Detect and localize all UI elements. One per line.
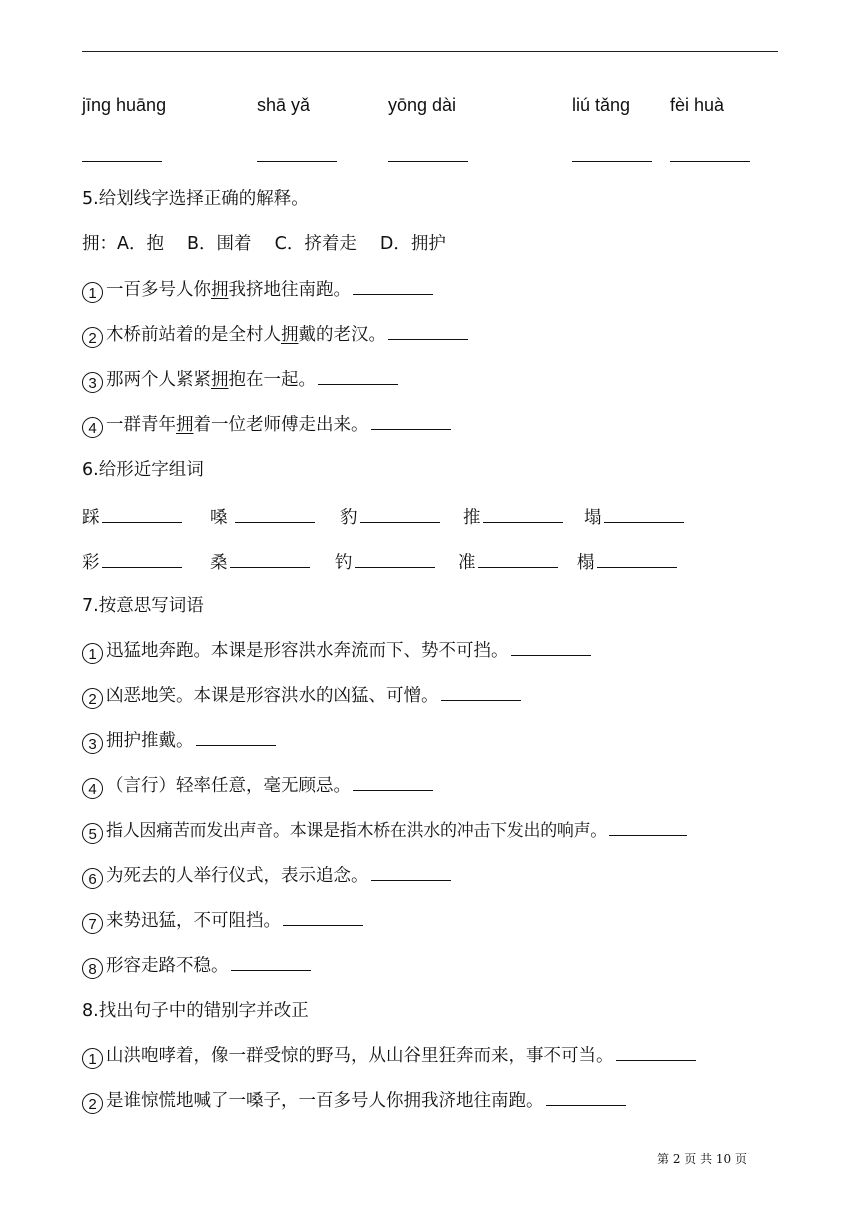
circled-number: 1 — [82, 643, 103, 664]
q7-item: 6 为死去的人举行仪式，表示追念。 — [82, 864, 451, 889]
circled-number: 1 — [82, 282, 103, 303]
circled-number: 4 — [82, 417, 103, 438]
pinyin-3: yōng dài — [388, 95, 457, 115]
q6-word: 嗓 — [210, 504, 315, 529]
pinyin-1: jīng huāng — [82, 95, 167, 115]
circled-number: 1 — [82, 1048, 103, 1069]
answer-blank[interactable] — [360, 506, 440, 523]
page-footer: 第 2 页 共 10 页 — [657, 1152, 747, 1166]
q7-item: 1 迅猛地奔跑。本课是形容洪水奔流而下、势不可挡。 — [82, 639, 591, 664]
q5-options: 拥：A．抱 B．围着 C．挤着走 D．拥护 — [82, 234, 446, 254]
q7-title: 7.按意思写词语 — [82, 596, 204, 616]
q7-item: 5 指人因痛苦而发出声音。本课是指木桥在洪水的冲击下发出的响声。 — [82, 819, 687, 844]
answer-blank[interactable] — [616, 1044, 696, 1061]
answer-blank[interactable] — [102, 506, 182, 523]
answer-blank[interactable] — [353, 278, 433, 295]
circled-number: 7 — [82, 913, 103, 934]
answer-blank[interactable] — [283, 909, 363, 926]
answer-blank[interactable] — [371, 413, 451, 430]
answer-blank[interactable] — [355, 551, 435, 568]
answer-blank[interactable] — [371, 864, 451, 881]
answer-blank[interactable] — [546, 1089, 626, 1106]
answer-blank[interactable] — [318, 368, 398, 385]
pinyin-2: shā yǎ — [257, 95, 311, 115]
q6-title: 6.给形近字组词 — [82, 460, 204, 480]
answer-blank[interactable] — [670, 161, 750, 162]
answer-blank[interactable] — [231, 954, 311, 971]
q5-item: 2 木桥前站着的是全村人拥戴的老汉。 — [82, 323, 468, 348]
answer-blank[interactable] — [353, 774, 433, 791]
q5-item: 1 一百多号人你拥我挤地往南跑。 — [82, 278, 433, 303]
answer-blank[interactable] — [102, 551, 182, 568]
answer-blank[interactable] — [604, 506, 684, 523]
answer-blank[interactable] — [388, 323, 468, 340]
answer-blank[interactable] — [609, 819, 687, 836]
answer-blank[interactable] — [388, 161, 468, 162]
q7-item: 3 拥护推戴。 — [82, 729, 276, 754]
circled-number: 6 — [82, 868, 103, 889]
q5-title: 5.给划线字选择正确的解释。 — [82, 189, 309, 209]
q5-item: 3 那两个人紧紧拥抱在一起。 — [82, 368, 398, 393]
q8-item: 1 山洪咆哮着，像一群受惊的野马，从山谷里狂奔而来，事不可当。 — [82, 1044, 696, 1069]
circled-number: 2 — [82, 1093, 103, 1114]
q6-word: 桑 — [210, 549, 310, 574]
q6-word: 钓 — [335, 549, 435, 574]
circled-number: 3 — [82, 372, 103, 393]
circled-number: 8 — [82, 958, 103, 979]
circled-number: 4 — [82, 778, 103, 799]
q5-item: 4 一群青年拥着一位老师傅走出来。 — [82, 413, 451, 438]
circled-number: 2 — [82, 688, 103, 709]
q6-word: 推 — [463, 504, 563, 529]
q7-item: 2 凶恶地笑。本课是形容洪水的凶猛、可憎。 — [82, 684, 521, 709]
answer-blank[interactable] — [572, 161, 652, 162]
answer-blank[interactable] — [478, 551, 558, 568]
circled-number: 2 — [82, 327, 103, 348]
q6-word: 豹 — [340, 504, 440, 529]
answer-blank[interactable] — [441, 684, 521, 701]
q6-word: 踩 — [82, 504, 182, 529]
answer-blank[interactable] — [511, 639, 591, 656]
pinyin-4: liú tǎng — [572, 95, 631, 115]
q7-item: 7 来势迅猛，不可阻挡。 — [82, 909, 363, 934]
q7-item: 8 形容走路不稳。 — [82, 954, 311, 979]
header-rule — [82, 51, 778, 52]
answer-blank[interactable] — [235, 506, 315, 523]
answer-blank[interactable] — [82, 161, 162, 162]
circled-number: 3 — [82, 733, 103, 754]
q6-word: 彩 — [82, 549, 182, 574]
pinyin-5: fèi huà — [670, 95, 725, 115]
q8-item: 2 是谁惊慌地喊了一嗓子，一百多号人你拥我济地往南跑。 — [82, 1089, 626, 1114]
answer-blank[interactable] — [597, 551, 677, 568]
answer-blank[interactable] — [230, 551, 310, 568]
answer-blank[interactable] — [196, 729, 276, 746]
q8-title: 8.找出句子中的错别字并改正 — [82, 1001, 309, 1021]
answer-blank[interactable] — [483, 506, 563, 523]
q6-word: 准 — [458, 549, 558, 574]
q6-word: 塌 — [584, 504, 684, 529]
circled-number: 5 — [82, 823, 103, 844]
q6-word: 榻 — [577, 549, 677, 574]
answer-blank[interactable] — [257, 161, 337, 162]
q7-item: 4 （言行）轻率任意，毫无顾忌。 — [82, 774, 433, 799]
